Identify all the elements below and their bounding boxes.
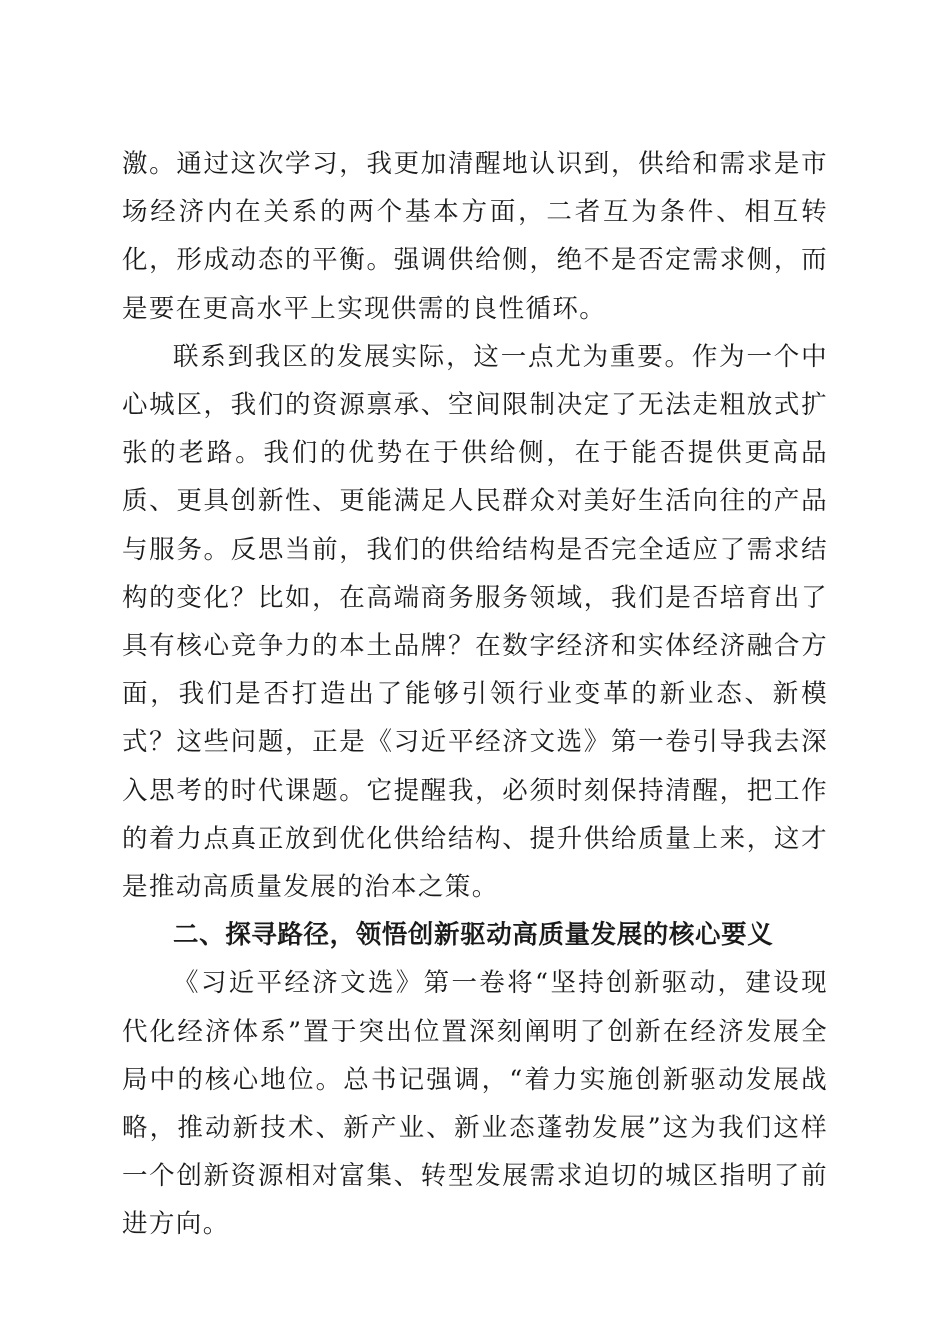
paragraph-district-practice: 联系到我区的发展实际，这一点尤为重要。作为一个中心城区，我们的资源禀承、空间限制决定了无法走粗放式扩张的老路。我们的优势在于供给侧，在于能否提供更高品质、更具创新性、更能满足人民群众对美好生活向往的产品与服务。反思当前，我们的供给结构是否完全适应了需求结构的变化？比如，在高端商务服务领域，我们是否培育出了具有核心竞争力的本土品牌？在数字经济和实体经济融合方面，我们是否打造出了能够引领行业变革的新业态、新模式？这些问题，正是《习近平经济文选》第一卷引导我去深入思考的时代课题。它提醒我，必须时刻保持清醒，把工作的着力点真正放到优化供给结构、提升供给质量上来，这才是推动高质量发展的治本之策。 <box>122 341 828 903</box>
section-heading: 二、探寻路径，领悟创新驱动高质量发展的核心要义 <box>173 920 774 951</box>
paragraph-continuation: 激。通过这次学习，我更加清醒地认识到，供给和需求是市场经济内在关系的两个基本方面，二者互为条件、相互转化，形成动态的平衡。强调供给侧，绝不是否定需求侧，而是要在更高水平上实现供需的良性循环。 <box>122 149 828 324</box>
document-body <box>122 140 828 1249</box>
paragraph-innovation: 《习近平经济文选》第一卷将“坚持创新驱动，建设现代化经济体系”置于突出位置深刻阐明了创新在经济发展全局中的核心地位。总书记强调，“着力实施创新驱动发展战略，推动新技术、新产业、新业态蓬勃发展”这为我们这样一个创新资源相对富集、转型发展需求迫切的城区指明了前进方向。 <box>122 968 828 1240</box>
